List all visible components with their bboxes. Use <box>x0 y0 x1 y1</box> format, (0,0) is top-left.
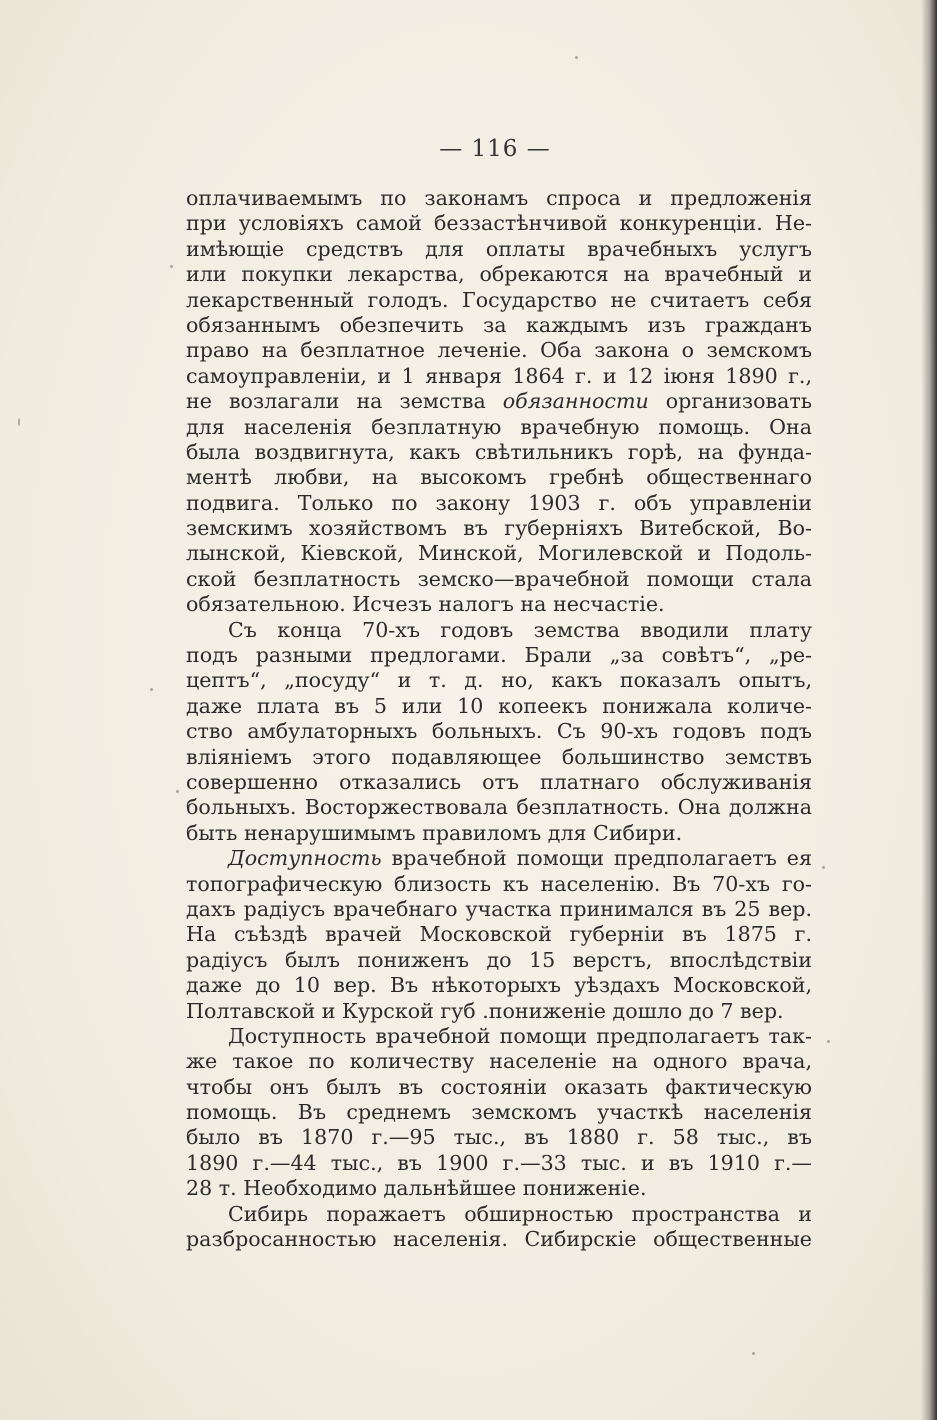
text-line: или покупки лекарства, обрекаются на врачебный и <box>186 262 812 287</box>
text-line <box>186 846 812 871</box>
text-line: разбросанностью населенія. Сибирскіе общественные <box>186 1227 812 1252</box>
text-line: право на безплатное леченіе. Оба закона о земскомъ <box>186 338 812 363</box>
text-line: совершенно отказались отъ платнаго обслуживанія <box>186 769 812 794</box>
text-line: Полтавской и Курской губ .пониженіе дошло до 7 вер. <box>186 998 784 1023</box>
scan-speck <box>150 688 153 691</box>
text-line: 1890 г.—44 тыс., въ 1900 г.—33 тыс. и въ 1910 г.— <box>186 1150 812 1175</box>
text-line: оплачиваемымъ по законамъ спроса и предложенія <box>186 186 812 210</box>
text-line: чтобы онъ былъ въ состояніи оказать фактическую <box>186 1074 812 1099</box>
text-line: лынской, Кіевской, Минской, Могилевской и Подоль- <box>186 541 812 566</box>
emphasized-term: обязанности <box>502 389 649 414</box>
text-line: 28 т. Необходимо дальнѣйшее пониженіе. <box>186 1176 647 1201</box>
text-line: для населенія безплатную врачебную помощь. Она <box>186 414 812 439</box>
text-line: дахъ радіусъ врачебнаго участка принимался въ 25 вер. <box>186 896 812 921</box>
book-spine-shadow <box>921 0 937 1420</box>
text-line: лекарственный голодъ. Государство не считаетъ себя <box>186 287 812 312</box>
text-line: самоуправленіи, и 1 января 1864 г. и 12 іюня 1890 г., <box>186 363 812 388</box>
text-line: было въ 1870 г.—95 тыс., въ 1880 г. 58 тыс., въ <box>186 1125 812 1150</box>
text-line: ство амбулаторныхъ больныхъ. Съ 90-хъ годовъ подъ <box>186 719 812 744</box>
text-line: ской безплатность земско—врачебной помощи стала <box>186 566 812 591</box>
text-line: помощь. Въ среднемъ земскомъ участкѣ населенія <box>186 1100 812 1125</box>
text-line-part: не возлагали на земства <box>186 389 503 414</box>
text-line-part: организовать <box>648 389 812 414</box>
body-text <box>186 186 812 1252</box>
text-line: даже до 10 вер. Въ нѣкоторыхъ уѣздахъ Московской, <box>186 973 812 998</box>
scan-speck <box>18 418 20 426</box>
page-number: — 116 — <box>439 136 551 162</box>
text-line: же такое по количеству населеніе на одного врача, <box>186 1049 812 1074</box>
text-line: Съ конца 70-хъ годовъ земства вводили плату <box>228 617 812 642</box>
text-line: Доступность врачебной помощи предполагаетъ так- <box>228 1023 812 1048</box>
scan-speck <box>170 265 173 268</box>
text-line: была воздвигнута, какъ свѣтильникъ горѣ, на фунда- <box>186 439 812 464</box>
text-line: быть ненарушимымъ правиломъ для Сибири. <box>186 820 683 845</box>
text-line: земскимъ хозяйствомъ въ губерніяхъ Витебской, Во- <box>186 516 812 541</box>
text-line-part: врачебной помощи предполагаетъ ея <box>381 846 812 871</box>
scan-speck <box>176 790 179 793</box>
text-line: обязаннымъ обезпечить за каждымъ изъ гражданъ <box>186 312 812 337</box>
text-line: Сибирь поражаетъ обширностью пространства и <box>228 1201 812 1226</box>
text-line: больныхъ. Восторжествовала безплатность. Она должна <box>186 795 812 820</box>
emphasized-term: Доступность <box>228 846 382 871</box>
text-line: имѣющіе средствъ для оплаты врачебныхъ услугъ <box>186 236 812 261</box>
text-line: топографическую близость къ населенію. Въ 70-хъ го- <box>186 871 812 896</box>
scan-speck <box>752 1352 755 1355</box>
scan-speck <box>827 1040 830 1043</box>
text-line: даже плата въ 5 или 10 копеекъ понижала количе- <box>186 693 812 718</box>
text-line: подвига. Только по закону 1903 г. объ управленіи <box>186 490 812 515</box>
text-line: подъ разными предлогами. Брали „за совѣтъ“, „ре- <box>186 643 812 668</box>
text-line: радіусъ былъ пониженъ до 15 верстъ, впослѣдствіи <box>186 947 812 972</box>
text-line: при условіяхъ самой беззастѣнчивой конкуренціи. Не- <box>186 211 812 236</box>
text-line: цептъ“, „посуду“ и т. д. но, какъ показалъ опытъ, <box>186 668 812 693</box>
text-line: ментѣ любви, на высокомъ гребнѣ общественнаго <box>186 465 812 490</box>
scan-speck <box>575 56 578 59</box>
scan-speck <box>822 866 825 869</box>
text-line <box>186 389 812 414</box>
text-line: вліяніемъ этого подавляющее большинство земствъ <box>186 744 812 769</box>
text-line: обязательною. Исчезъ налогъ на несчастіе. <box>186 592 665 617</box>
text-line: На съѣздѣ врачей Московской губерніи въ 1875 г. <box>186 922 812 947</box>
